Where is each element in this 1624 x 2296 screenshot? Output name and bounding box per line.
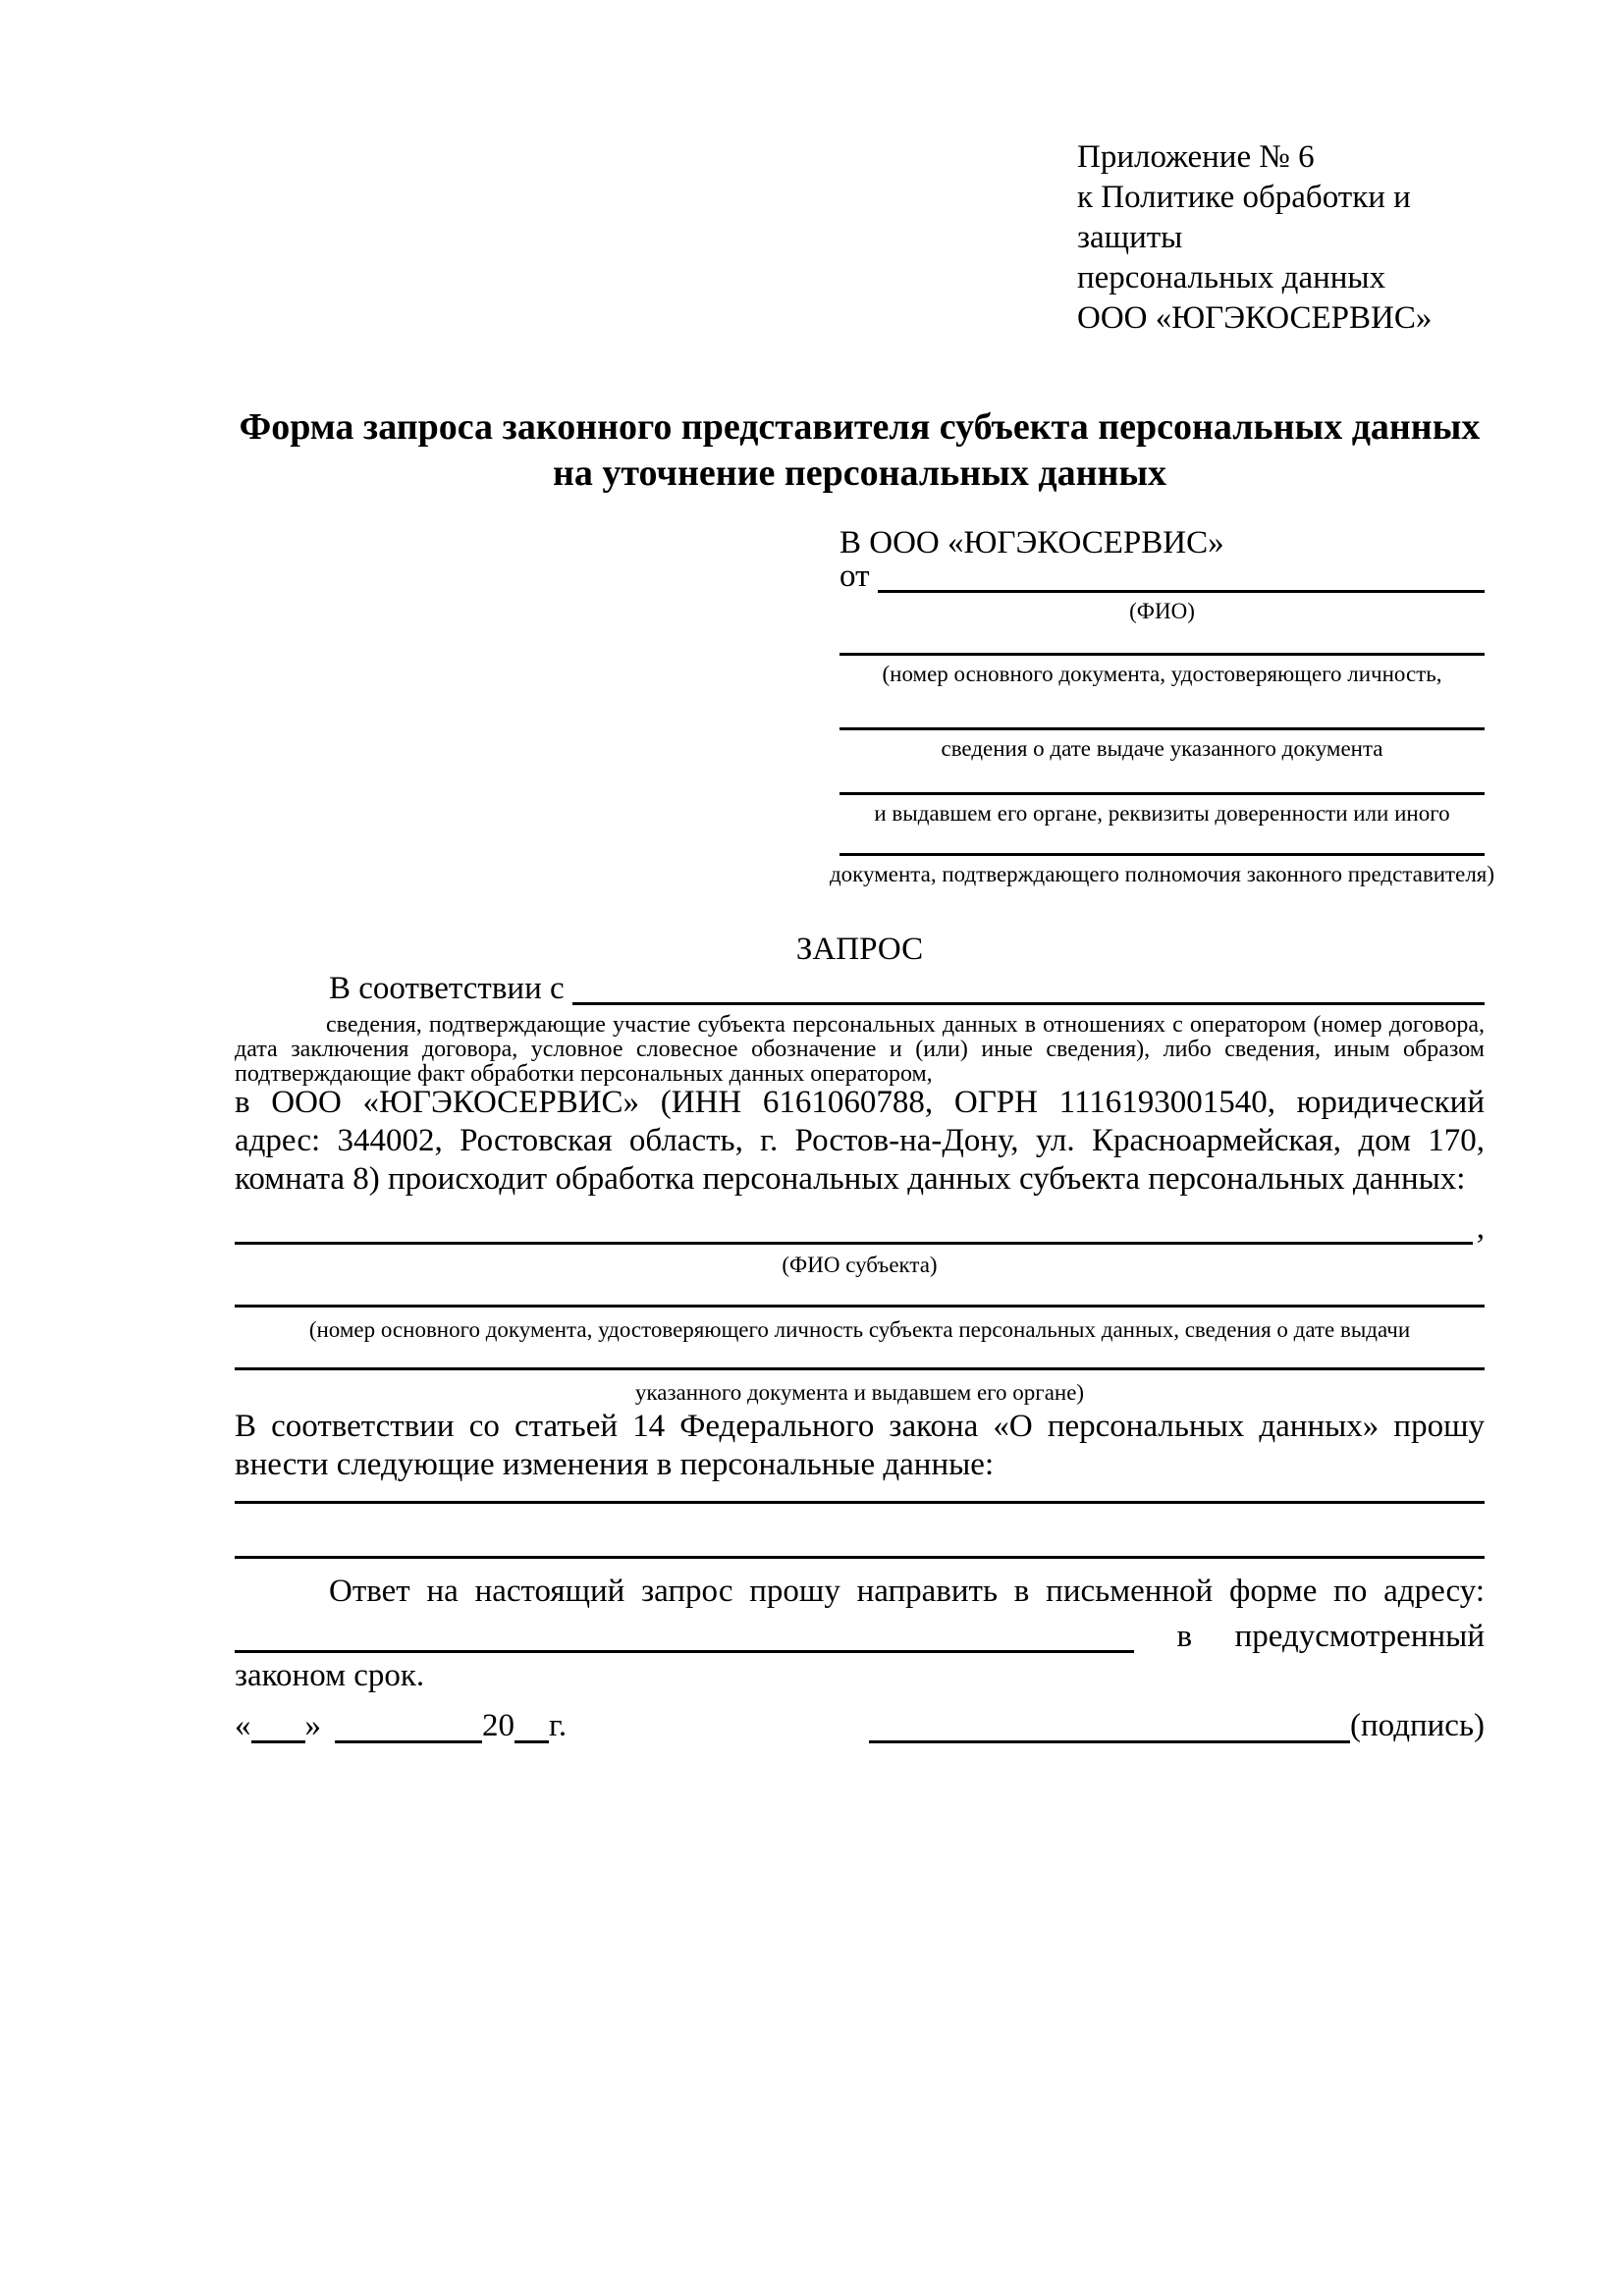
signature-caption: (подпись) (1350, 1708, 1485, 1743)
representative-doc-caption: и выдавшем его органе, реквизиты доверенности или иного (874, 801, 1450, 826)
date-quote-close: » (304, 1708, 321, 1743)
subject-doc-caption: (номер основного документа, удостоверяющего личность субъекта персональных данных, сведения о дате выдачи (308, 1317, 1411, 1342)
date-quote-open: « (235, 1708, 251, 1743)
date-year-prefix: 20 (482, 1708, 514, 1743)
reply-paragraph-line: Ответ на настоящий запрос прошу направить в письменной форме по адресу: (329, 1574, 1485, 1609)
addressee-to: В ООО «ЮГЭКОСЕРВИС» (839, 525, 1224, 561)
addressee-block (829, 524, 1495, 907)
basis-prefix: В соответствии с (329, 971, 565, 1006)
date-year-blank (514, 1711, 549, 1743)
representative-doc-blank-line (839, 792, 1485, 795)
header-note-line: ООО «ЮГЭКОСЕРВИС» (1077, 300, 1433, 336)
representative-doc-caption: (номер основного документа, удостоверяющего личность, (882, 662, 1442, 686)
basis-line (235, 968, 1485, 1005)
changes-blank-line (235, 1501, 1485, 1504)
from-line (839, 560, 1485, 593)
basis-blank-line (572, 1002, 1485, 1005)
representative-doc-caption: документа, подтверждающего полномочия законного представителя) (829, 862, 1495, 886)
reply-address-line (235, 1616, 1485, 1653)
subject-fio-blank-line (235, 1242, 1473, 1245)
fio-caption: (ФИО) (1129, 599, 1195, 623)
changes-blank-line (235, 1556, 1485, 1559)
reply-word-in: в (1176, 1619, 1193, 1654)
header-note (1077, 137, 1489, 339)
address-blank-line (235, 1650, 1134, 1653)
header-note-line: персональных данных (1077, 260, 1386, 295)
request-heading: ЗАПРОС (795, 932, 924, 967)
date-group (235, 1708, 567, 1743)
subject-fio-line (235, 1210, 1485, 1246)
date-day-blank (251, 1711, 305, 1743)
law-paragraph: В соответствии со статьей 14 Федерального закона «О персональных данных» прошу внести следующие изменения в персональные данные: (235, 1409, 1485, 1482)
representative-doc-blank-line (839, 853, 1485, 856)
signature-group (869, 1708, 1485, 1743)
representative-doc-caption: сведения о дате выдаче указанного документа (941, 736, 1383, 761)
date-signature-row (235, 1704, 1485, 1743)
document-title: Форма запроса законного представителя субъекта персональных данных на уточнение персональных данных (239, 406, 1481, 494)
representative-doc-blank-line (839, 653, 1485, 656)
operator-paragraph: в ООО «ЮГЭКОСЕРВИС» (ИНН 6161060788, ОГРН 1116193001540, юридический адрес: 344002, Ростовская область, г. Ростов-на-Дону, ул. Красноармейская, дом 170, комната 8) происходит обработка персональных данных субъекта персональных данных: (235, 1085, 1485, 1197)
header-note-line: Приложение № 6 (1077, 139, 1315, 175)
header-note-line: к Политике обработки и защиты (1077, 180, 1411, 255)
subject-doc-caption: указанного документа и выдавшем его органе) (634, 1380, 1085, 1405)
reply-word-provided: предусмотренный (1234, 1619, 1485, 1654)
signature-blank-line (869, 1711, 1350, 1743)
subject-fio-caption: (ФИО субъекта) (782, 1253, 938, 1277)
subject-doc-blank-line (235, 1305, 1485, 1308)
basis-note: сведения, подтверждающие участие субъекта персональных данных в отношениях с оператором (номер договора, дата заключения договора, условное словесное обозначение и (или) иные сведения), либо сведения, иным образом подтверждающие факт обработки персональных данных оператором, (235, 1012, 1485, 1087)
representative-doc-blank-line (839, 727, 1485, 730)
date-year-suffix: г. (549, 1708, 568, 1743)
from-label: от (839, 559, 870, 594)
reply-closing: законом срок. (235, 1658, 425, 1693)
from-blank-line (878, 590, 1486, 593)
comma: , (1476, 1210, 1485, 1246)
subject-doc-blank-line (235, 1367, 1485, 1370)
date-month-blank (335, 1711, 482, 1743)
